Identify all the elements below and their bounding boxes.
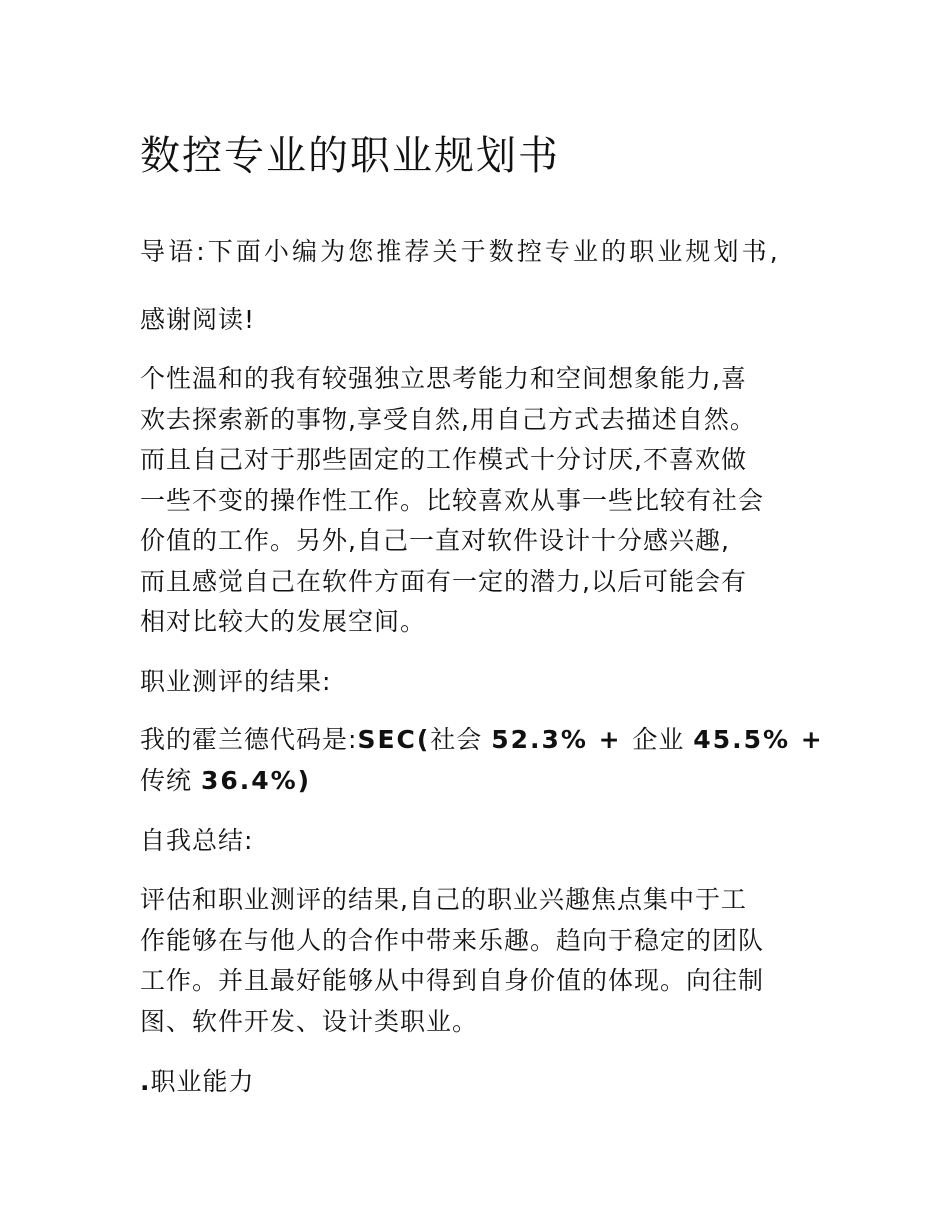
personality-line: 一些不变的操作性工作。比较喜欢从事一些比较有社会 bbox=[140, 485, 765, 515]
summary-line: 图、软件开发、设计类职业。 bbox=[140, 1006, 479, 1036]
holland-line-2 bbox=[140, 761, 810, 802]
holland-code-paragraph bbox=[140, 720, 824, 801]
personality-line: 相对比较大的发展空间。 bbox=[140, 607, 427, 636]
personality-line: 欢去探索新的事物,享受自然,用自己方式去描述自然。 bbox=[140, 404, 756, 434]
personality-paragraph bbox=[140, 359, 810, 643]
ability-heading-paragraph bbox=[140, 1062, 810, 1103]
summary-line: 工作。并且最好能够从中得到自身价值的体现。向往制 bbox=[140, 966, 765, 995]
personality-line: 而且感觉自己在软件方面有一定的潜力,以后可能会有 bbox=[140, 566, 747, 596]
intro-line-2: 感谢阅读! bbox=[140, 305, 256, 334]
intro-line-1: 导语:下面小编为您推荐关于数控专业的职业规划书, bbox=[140, 237, 781, 266]
summary-paragraph bbox=[140, 880, 810, 1042]
social-label: 社会 bbox=[430, 725, 492, 754]
document-title: 数控专业的职业规划书 bbox=[140, 133, 560, 179]
summary-line: 评估和职业测评的结果,自己的职业兴趣焦点集中于工 bbox=[140, 885, 747, 914]
social-value: 52.3% + bbox=[491, 725, 633, 754]
summary-line: 作能够在与他人的合作中带来乐趣。趋向于稳定的团队 bbox=[140, 925, 765, 955]
personality-line: 个性温和的我有较强独立思考能力和空间想象能力,喜 bbox=[140, 364, 747, 393]
personality-line: 价值的工作。另外,自己一直对软件设计十分感兴趣, bbox=[140, 526, 730, 555]
conventional-label: 传统 bbox=[140, 765, 201, 795]
holland-line-1 bbox=[140, 720, 824, 761]
enterprise-label: 企业 bbox=[632, 725, 694, 754]
personality-line: 而且自己对于那些固定的工作模式十分讨厌,不喜欢做 bbox=[140, 445, 747, 474]
conventional-value: 36.4%) bbox=[200, 765, 312, 795]
ability-heading: 职业能力 bbox=[150, 1067, 255, 1096]
holland-prefix: 我的霍兰德代码是: bbox=[140, 725, 358, 754]
enterprise-value: 45.5% + bbox=[693, 725, 824, 754]
summary-heading: 自我总结: bbox=[140, 826, 254, 855]
assessment-heading: 职业测评的结果: bbox=[140, 667, 332, 696]
holland-code: SEC( bbox=[357, 725, 431, 754]
ability-heading-bullet: . bbox=[140, 1067, 151, 1096]
